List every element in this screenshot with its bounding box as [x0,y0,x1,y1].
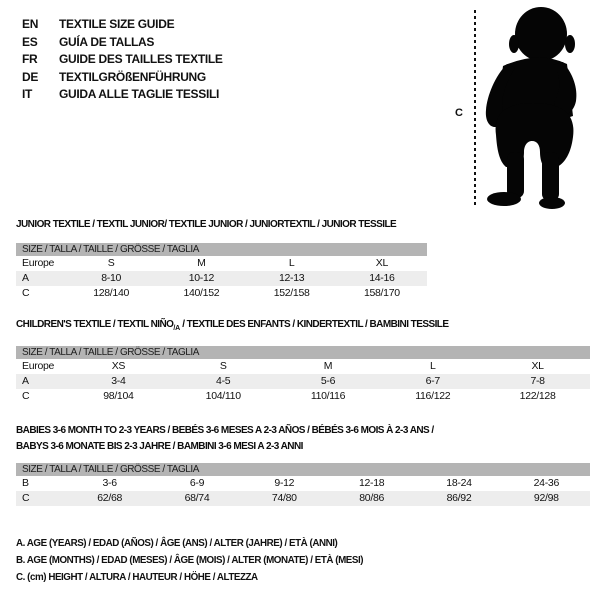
row-label: C [22,492,30,504]
size-table-row [16,256,427,271]
language-code: IT [22,87,33,101]
size-value-cell: XS [111,360,126,372]
language-title: GUIDA ALLE TAGLIE TESSILI [59,87,220,101]
heading-text: BABIES 3-6 MONTH TO 2-3 YEARS / BEBÉS 3-6 MESES A 2-3 AÑOS / BÉBÉS 3-6 MOIS À 2-3 ANS / [16,425,434,436]
footnote-list [16,535,363,586]
size-value-cell: 68/74 [184,492,210,504]
size-value-cell: 122/128 [519,390,556,402]
language-row [22,86,223,104]
language-code: EN [22,17,39,31]
height-measure-label: C [455,107,463,119]
heading-text: BABYS 3-6 MONATE BIS 2-3 JAHRE / BAMBINI 3-6 MESI A 2-3 ANNI [16,441,303,452]
childrens-textile-heading [16,317,448,337]
footnote-line: C. (cm) HEIGHT / ALTURA / HAUTEUR / HÖHE / ALTEZZA [16,572,258,583]
size-table-row [16,491,590,506]
size-value-cell: S [107,257,115,269]
size-table-row [16,359,590,374]
size-value-cell: 14-16 [369,272,395,284]
size-table-row [16,476,590,491]
size-value-cell: 74/80 [271,492,297,504]
size-header-bar: SIZE / TALLA / TAILLE / GRÖSSE / TAGLIA [16,463,590,476]
size-value-cell: 86/92 [446,492,472,504]
heading-line [16,439,434,455]
size-value-cell: 9-12 [274,477,295,489]
language-row [22,51,223,69]
language-code: ES [22,34,38,49]
heading-text: JUNIOR TEXTILE / TEXTIL JUNIOR/ TEXTILE JUNIOR / JUNIORTEXTIL / JUNIOR TESSILE [16,219,397,230]
language-title: GUÍA DE TALLAS [59,34,155,49]
size-value-cell: 158/170 [363,287,400,299]
size-value-cell: 12-18 [358,477,385,489]
size-value-cell: 6-9 [189,477,205,489]
size-value-cell: 3-4 [111,375,126,387]
size-value-cell: 24-36 [533,477,559,489]
footnote-line: A. AGE (YEARS) / EDAD (AÑOS) / ÂGE (ANS) / ALTER (JAHRE) / ETÀ (ANNI) [16,538,338,549]
size-value-cell: M [323,360,333,372]
row-label: A [22,272,29,284]
heading-text: CHILDREN'S TEXTILE / TEXTIL NIÑO [16,319,174,330]
size-value-cell: 10-12 [188,272,215,284]
size-value-cell: 12-13 [278,272,305,284]
language-row [22,34,223,52]
size-table-row [16,374,590,389]
row-label: Europe [22,257,55,269]
size-value-cell: 3-6 [102,477,117,489]
size-value-cell: 98/104 [103,390,134,402]
height-dashed-line [474,10,476,208]
size-header-bar: SIZE / TALLA / TAILLE / GRÖSSE / TAGLIA [16,346,590,359]
row-label: B [22,477,29,489]
size-value-cell: 92/98 [533,492,559,504]
size-value-cell: 152/158 [273,287,310,299]
language-title-list [22,16,223,104]
size-value-cell: 4-5 [216,375,231,387]
toddler-silhouette-image [483,4,583,210]
size-value-cell: XL [531,360,544,372]
size-value-cell: 116/122 [415,390,451,402]
size-value-cell: 62/68 [97,492,123,504]
size-value-cell: 110/116 [310,390,346,402]
size-value-cell: XL [375,257,388,269]
row-label: Europe [22,360,55,372]
size-value-cell: 104/110 [205,390,241,402]
size-value-cell: 7-8 [530,375,545,387]
size-value-cell: 80/86 [359,492,385,504]
language-title: TEXTILGRÖßENFÜHRUNG [59,69,206,84]
row-label: A [22,375,29,387]
size-table-row [16,271,427,286]
babies-textile-table [16,463,590,506]
heading-line [16,217,396,233]
language-code: DE [22,69,39,84]
babies-textile-heading [16,423,434,455]
heading-text: / TEXTILE DES ENFANTS / KINDERTEXTIL / BAMBINI TESSILE [180,319,449,330]
size-value-cell: 5-6 [320,375,336,387]
size-value-cell: L [430,360,436,372]
size-value-cell: S [219,360,227,372]
size-value-cell: L [288,257,295,269]
size-value-cell: 128/140 [93,287,130,299]
junior-textile-table [16,243,427,301]
language-row [22,16,223,34]
language-title: GUIDE DES TAILLES TEXTILE [59,52,223,66]
language-title: TEXTILE SIZE GUIDE [59,17,175,31]
row-label: C [22,287,30,299]
size-table-row [16,389,590,404]
size-value-cell: 6-7 [425,375,440,387]
size-value-cell: 18-24 [446,477,472,489]
size-value-cell: 8-10 [101,272,122,284]
childrens-textile-table [16,346,590,404]
junior-textile-heading [16,217,396,233]
size-header-bar: SIZE / TALLA / TAILLE / GRÖSSE / TAGLIA [16,243,427,256]
heading-subscript: /A [173,325,180,332]
heading-line [16,423,434,439]
size-table-row [16,286,427,301]
size-value-cell: M [197,257,206,269]
footnote-line: B. AGE (MONTHS) / EDAD (MESES) / ÂGE (MOIS) / ALTER (MONATE) / ETÀ (MESI) [16,555,364,566]
heading-line [16,317,448,337]
language-code: FR [22,52,38,66]
size-value-cell: 140/152 [183,287,220,299]
language-row [22,69,223,87]
row-label: C [22,390,30,402]
